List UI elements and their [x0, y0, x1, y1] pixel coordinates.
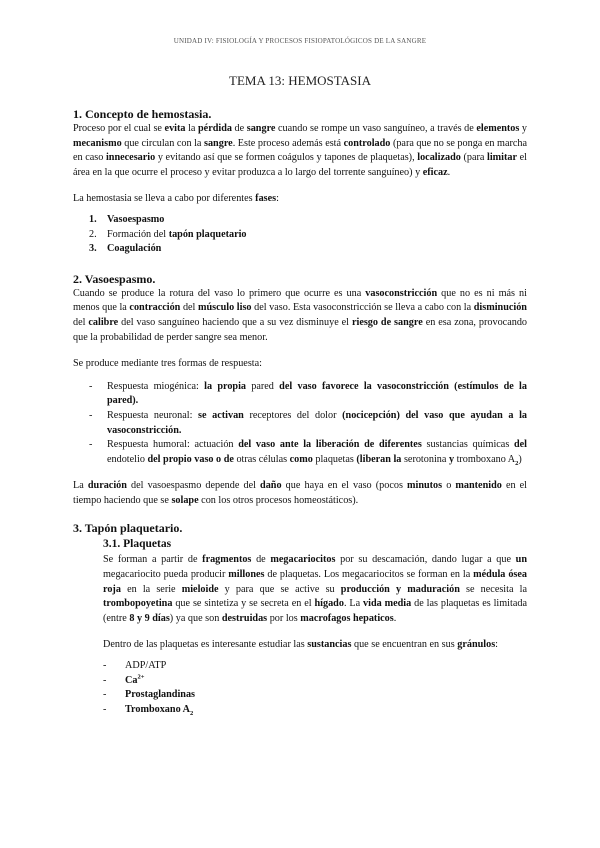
emphasis-text: duración [87, 480, 127, 492]
emphasis-text: músculo liso [197, 302, 252, 314]
emphasis-text: riesgo de sangre [351, 316, 423, 328]
emphasis-text: (liberan la [353, 453, 404, 465]
response-list [73, 380, 527, 468]
emphasis-text: eficaz [422, 166, 448, 178]
emphasis-text: destruidas [221, 612, 268, 624]
substance-name: Prostaglandinas [125, 689, 196, 701]
substance-item [103, 703, 527, 718]
emphasis-text: vasoconstricción [365, 287, 438, 299]
phase-item [73, 213, 527, 228]
phase-label: tapón plaquetario [168, 228, 247, 240]
response-text: Respuesta neuronal: se activan receptores del dolor (nocicepción) del vaso que ayudan a la vasoconstricción. [107, 409, 527, 436]
section-heading-concept: 1. Concepto de hemostasia. [73, 107, 212, 121]
phase-label: Vasoespasmo [107, 213, 165, 225]
emphasis-text: macrofagos hepaticos [300, 612, 394, 624]
list-dash: - [103, 660, 107, 672]
emphasis-text: mieloide [181, 583, 219, 595]
substance-item [103, 659, 527, 674]
paragraph-concept-definition: Proceso por el cual se evita la pérdida de sangre cuando se rompe un vaso sanguíneo, a través de elementos y mecanismo que circulan con la sangre. Este proceso además está controlado (para que no se ponga en marcha en caso innecesario y evitando así que se formen coágulos y tapones de plaquetas), localizado (para limitar el área en la que ocurre el proceso y evitar produzca a lo largo del torrente sanguíneo) y eficaz. [73, 123, 528, 178]
emphasis-text: del [509, 439, 527, 451]
paragraph-response-intro: Se produce mediante tres formas de respuesta: [73, 358, 262, 370]
emphasis-text: disminución [473, 302, 527, 314]
emphasis-text: sangre [204, 137, 233, 149]
emphasis-text: contracción [129, 302, 181, 314]
section-vasospasm [73, 271, 527, 509]
emphasis-text: mecanismo [73, 137, 122, 149]
paragraph-phases-intro: La hemostasia se lleva a cabo por diferentes fases: [73, 193, 279, 205]
list-dash: - [103, 674, 107, 686]
section-heading-platelet-plug: 3. Tapón plaquetario. [73, 521, 183, 536]
emphasis-text: calibre [88, 316, 119, 328]
emphasis-text: controlado [343, 137, 391, 149]
emphasis-text: evita [164, 123, 186, 134]
phase-number: 1. [89, 213, 97, 225]
emphasis-text: mantenido [455, 480, 502, 492]
paragraph-vasospasm-duration: La duración del vasoespasmo depende del daño que haya en el vaso (pocos minutos o mantenido en el tiempo haciendo que se solape con los otros procesos homeostáticos). [73, 480, 528, 506]
document-body [73, 106, 527, 717]
substance-item [103, 674, 527, 689]
section-concept [73, 106, 527, 257]
emphasis-text: minutos [407, 480, 443, 492]
emphasis-text: pérdida [198, 123, 232, 134]
emphasis-text: del propio vaso o de [144, 453, 237, 465]
section-platelet-plug [73, 520, 527, 717]
closing-paren: ) [518, 453, 522, 465]
emphasis-text: innecesario [105, 152, 156, 164]
list-dash: - [103, 689, 107, 701]
emphasis-text: millones [228, 569, 265, 581]
response-item [73, 409, 527, 438]
emphasis-text: 8 y 9 días [129, 612, 170, 624]
substance-item [103, 688, 527, 703]
emphasis-text: un [515, 554, 528, 566]
emphasis-text: del vaso ante la liberación de diferentes [233, 439, 427, 451]
phases-list [73, 213, 527, 257]
phase-number: 3. [89, 243, 97, 255]
phase-item [73, 242, 527, 257]
emphasis-text: sustancias [307, 639, 352, 651]
emphasis-text: fragmentos [202, 554, 252, 566]
response-humoral-text: Respuesta humoral: actuación del vaso ante la liberación de diferentes sustancias químicas del endotelio del propio vaso o de otras células como plaquetas (liberan la serotonina y tromboxano A [107, 439, 527, 465]
emphasis-text: y [446, 453, 457, 465]
emphasis-text: producción y maduración [340, 583, 460, 595]
subscript: 2 [515, 459, 519, 467]
list-dash: - [89, 409, 93, 421]
substance-name: ADP/ATP [125, 660, 167, 672]
list-dash: - [89, 380, 93, 392]
emphasis-text: daño [260, 480, 282, 492]
emphasis-text: fases [255, 193, 277, 205]
list-dash: - [103, 703, 107, 715]
response-item [73, 438, 527, 467]
emphasis-text: hígado [314, 598, 344, 610]
phase-label-prefix: Formación del [107, 228, 167, 240]
emphasis-text: médula ósea roja [103, 569, 527, 595]
emphasis-text: (nocicepción) del vaso que ayudan a la vasoconstricción. [107, 409, 527, 436]
emphasis-text: limitar [487, 152, 517, 164]
list-dash: - [89, 439, 93, 451]
running-header: UNIDAD IV: FISIOLOGÍA Y PROCESOS FISIOPATOLÓGICOS DE LA SANGRE [173, 37, 427, 45]
emphasis-text: megacariocitos [270, 554, 336, 566]
emphasis-text: sangre [246, 123, 276, 134]
emphasis-text: trombopoyetina [103, 598, 173, 610]
emphasis-text: la propia [198, 380, 252, 392]
phase-item [73, 228, 527, 243]
paragraph-vasospasm-definition: Cuando se produce la rotura del vaso lo primero que ocurre es una vasoconstricción que no es ni más ni menos que la contracción del músculo liso del vaso. Esta vasoconstricción se lleva a cabo con la disminución del calibre del vaso sanguíneo haciendo que a su vez disminuye el riesgo de sangre en esa zona, provocando que la probabilidad de perder sangre sea menor. [73, 287, 528, 343]
emphasis-text: solape [171, 494, 199, 506]
subsection-heading-platelets: 3.1. Plaquetas [103, 538, 172, 551]
paragraph-platelets-formation: Se forman a partir de fragmentos de megacariocitos por su descamación, dando lugar a que un megacariocito pueda producir millones de plaquetas. Los megacariocitos se forman en la médula ósea roja en la serie mieloide y para que se active su producción y maduración se necesita la trombopoyetina que se sintetiza y se secreta en el hígado. La vida media de las plaquetas es limitada (entre 8 y 9 días) ya que son destruidas por los macrofagos hepaticos. [103, 554, 528, 624]
granule-substance-list [103, 659, 527, 717]
emphasis-text: se activan [192, 409, 250, 421]
subscript: 2 [190, 709, 194, 717]
emphasis-text: gránulos [457, 639, 496, 651]
paragraph-granule-intro: Dentro de las plaquetas es interesante estudiar las sustancias que se encuentran en sus gránulos: [103, 639, 499, 651]
emphasis-text [190, 439, 195, 450]
emphasis-text: vida media [363, 598, 412, 610]
substance-name: Ca [125, 674, 138, 686]
document-title: TEMA 13: HEMOSTASIA [229, 73, 371, 88]
section-heading-vasospasm: 2. Vasoespasmo. [73, 271, 156, 286]
emphasis-text: elementos [476, 123, 520, 134]
emphasis-text: localizado [417, 152, 461, 164]
phase-label: Coagulación [107, 243, 162, 255]
emphasis-text: del vaso favorece la vasoconstricción (estímulos de la pared). [107, 380, 527, 407]
response-text: Respuesta miogénica: la propia pared del vaso favorece la vasoconstricción (estímulos de la pared). [107, 380, 527, 407]
response-item [73, 380, 527, 409]
substance-name: Tromboxano A [125, 703, 191, 715]
emphasis-text: como [287, 453, 316, 465]
phase-number: 2. [89, 228, 97, 240]
response-text [107, 438, 527, 467]
superscript: 2+ [137, 673, 145, 681]
